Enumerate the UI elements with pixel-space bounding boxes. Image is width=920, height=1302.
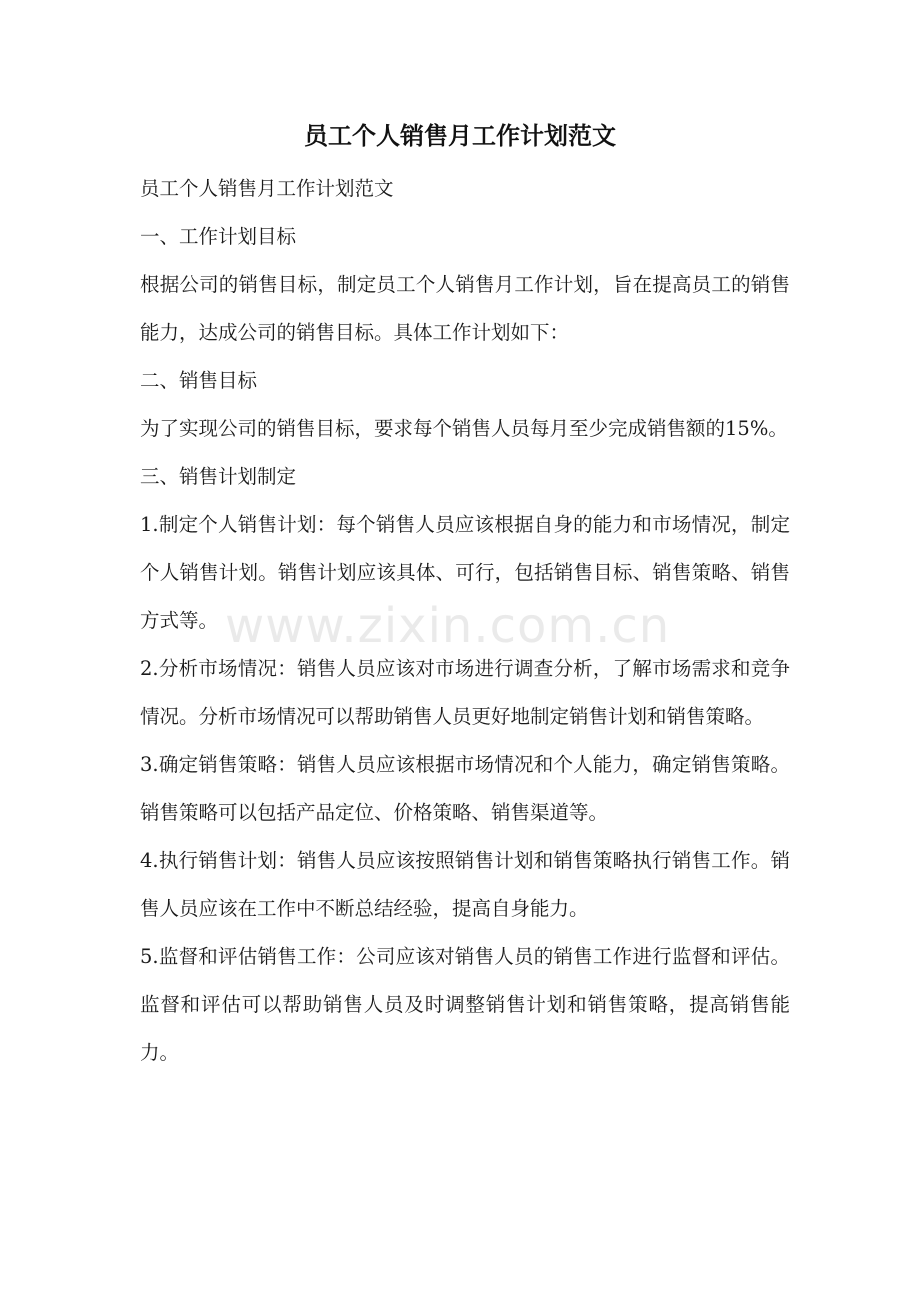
watermark: www.zixin.com.cn [225, 598, 671, 654]
paragraph-section-1: 根据公司的销售目标，制定员工个人销售月工作计划，旨在提高员工的销售能力，达成公司的销售目标。具体工作计划如下： [140, 273, 790, 344]
document-body [140, 165, 790, 1077]
list-item-3: 3.确定销售策略：销售人员应该根据市场情况和个人能力，确定销售策略。销售策略可以包括产品定位、价格策略、销售渠道等。 [140, 753, 790, 824]
paragraph-section-2: 为了实现公司的销售目标，要求每个销售人员每月至少完成销售额的15%。 [140, 417, 788, 440]
heading-section-3: 三、销售计划制定 [140, 465, 297, 488]
heading-section-2: 二、销售目标 [140, 369, 258, 392]
paragraph-subtitle: 员工个人销售月工作计划范文 [140, 177, 394, 200]
list-item-4: 4.执行销售计划：销售人员应该按照销售计划和销售策略执行销售工作。销售人员应该在工作中不断总结经验，提高自身能力。 [140, 849, 790, 920]
list-item-5: 5.监督和评估销售工作：公司应该对销售人员的销售工作进行监督和评估。监督和评估可以帮助销售人员及时调整销售计划和销售策略，提高销售能力。 [140, 945, 790, 1064]
document-title: 员工个人销售月工作计划范文 [304, 122, 616, 150]
list-item-2: 2.分析市场情况：销售人员应该对市场进行调查分析，了解市场需求和竞争情况。分析市场情况可以帮助销售人员更好地制定销售计划和销售策略。 [140, 657, 790, 728]
heading-section-1: 一、工作计划目标 [140, 225, 297, 248]
list-item-1: 1.制定个人销售计划：每个销售人员应该根据自身的能力和市场情况，制定个人销售计划。销售计划应该具体、可行，包括销售目标、销售策略、销售方式等。 [140, 513, 790, 632]
